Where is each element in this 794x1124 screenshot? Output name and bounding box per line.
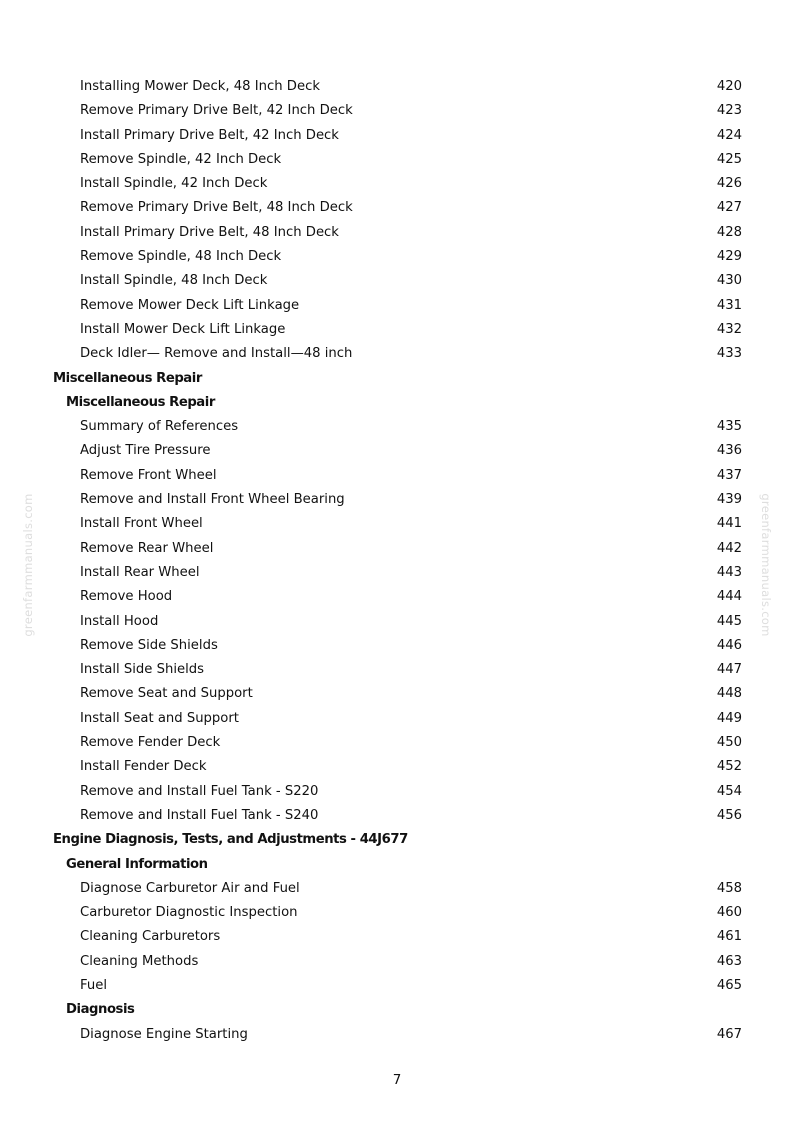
toc-entry[interactable] — [0, 755, 794, 779]
page-number: 7 — [392, 1072, 402, 1088]
toc-entry-page-number: 430 — [716, 273, 742, 289]
toc-entry[interactable] — [0, 415, 794, 439]
toc-entry[interactable] — [0, 342, 794, 366]
toc-entry-title: Carburetor Diagnostic Inspection — [80, 905, 298, 921]
toc-entry[interactable] — [0, 196, 794, 220]
toc-entry[interactable] — [0, 707, 794, 731]
toc-entry-title: Install Primary Drive Belt, 48 Inch Deck — [80, 224, 339, 240]
toc-section-heading[interactable] — [0, 367, 794, 391]
toc-entry-title: Remove Seat and Support — [80, 686, 253, 702]
toc-entry-title: Remove Mower Deck Lift Linkage — [80, 297, 300, 313]
toc-entry-title: Summary of References — [80, 419, 239, 435]
toc-entry-title: Remove Primary Drive Belt, 42 Inch Deck — [80, 103, 353, 119]
toc-entry-page-number: 447 — [716, 662, 742, 678]
toc-entry-title: Install Rear Wheel — [80, 564, 200, 580]
toc-entry-title: General Information — [66, 856, 208, 872]
toc-entry-title: Cleaning Carburetors — [80, 929, 221, 945]
toc-entry-title: Installing Mower Deck, 48 Inch Deck — [80, 79, 320, 94]
toc-entry[interactable] — [0, 124, 794, 148]
toc-entry[interactable] — [0, 634, 794, 658]
toc-entry-page-number: 463 — [716, 953, 742, 969]
toc-entry[interactable] — [0, 974, 794, 998]
toc-entry-page-number: 439 — [716, 492, 742, 508]
toc-entry-page-number: 467 — [716, 1026, 742, 1042]
toc-entry[interactable] — [0, 901, 794, 925]
toc-entry[interactable] — [0, 221, 794, 245]
toc-entry-page-number: 424 — [716, 127, 742, 143]
toc-entry-title: Fuel — [80, 977, 107, 993]
toc-entry[interactable] — [0, 294, 794, 318]
toc-entry-page-number: 458 — [716, 880, 742, 896]
toc-entry-page-number: 456 — [716, 807, 742, 823]
toc-entry[interactable] — [0, 75, 794, 99]
toc-entry[interactable] — [0, 537, 794, 561]
toc-entry-page-number: 441 — [716, 516, 742, 532]
toc-entry-page-number: 460 — [716, 905, 742, 921]
toc-entry-title: Engine Diagnosis, Tests, and Adjustments - 44J677 — [53, 832, 408, 848]
toc-entry-page-number: 450 — [716, 735, 742, 751]
toc-entry-page-number: 435 — [716, 419, 742, 435]
toc-entry-title: Adjust Tire Pressure — [80, 443, 211, 459]
toc-entry-title: Install Seat and Support — [80, 710, 239, 726]
toc-entry[interactable] — [0, 658, 794, 682]
toc-entry-page-number: 465 — [716, 977, 742, 993]
toc-entry-page-number: 452 — [716, 759, 742, 775]
toc-entry-page-number: 425 — [716, 151, 742, 167]
toc-entry-title: Install Primary Drive Belt, 42 Inch Deck — [80, 127, 339, 143]
toc-entry-page-number: 443 — [716, 564, 742, 580]
toc-entry-page-number: 428 — [716, 224, 742, 240]
toc-entry-page-number: 444 — [716, 589, 742, 605]
toc-section-heading[interactable] — [0, 998, 794, 1022]
toc-entry[interactable] — [0, 148, 794, 172]
toc-entry-title: Install Spindle, 42 Inch Deck — [80, 176, 268, 192]
toc-entry-title: Miscellaneous Repair — [66, 394, 215, 410]
toc-section-heading[interactable] — [0, 853, 794, 877]
toc-entry-title: Install Mower Deck Lift Linkage — [80, 321, 286, 337]
toc-entry-title: Install Fender Deck — [80, 759, 207, 775]
toc-entry-page-number: 427 — [716, 200, 742, 216]
toc-entry-title: Remove Front Wheel — [80, 467, 217, 483]
toc-entry-page-number: 436 — [716, 443, 742, 459]
toc-entry-page-number: 426 — [716, 176, 742, 192]
toc-entry[interactable] — [0, 245, 794, 269]
toc-entry-title: Diagnosis — [66, 1002, 135, 1018]
toc-entry[interactable] — [0, 682, 794, 706]
toc-entry[interactable] — [0, 99, 794, 123]
toc-section-heading[interactable] — [0, 828, 794, 852]
toc-entry-page-number: 442 — [716, 540, 742, 556]
toc-entry[interactable] — [0, 561, 794, 585]
toc-entry-title: Remove Spindle, 42 Inch Deck — [80, 151, 282, 167]
toc-entry-page-number: 461 — [716, 929, 742, 945]
toc-entry-page-number: 446 — [716, 637, 742, 653]
toc-entry-page-number: 431 — [716, 297, 742, 313]
toc-entry-title: Diagnose Engine Starting — [80, 1026, 248, 1042]
toc-entry-title: Remove Rear Wheel — [80, 540, 214, 556]
toc-entry-title: Remove Spindle, 48 Inch Deck — [80, 249, 282, 265]
toc-entry-page-number: 448 — [716, 686, 742, 702]
toc-entry[interactable] — [0, 877, 794, 901]
toc-entry-title: Install Spindle, 48 Inch Deck — [80, 273, 268, 289]
watermark-left: greenfarmmanuals.com — [21, 493, 35, 637]
toc-entry[interactable] — [0, 804, 794, 828]
toc-entry[interactable] — [0, 585, 794, 609]
toc-entry-page-number: 449 — [716, 710, 742, 726]
toc-entry[interactable] — [0, 950, 794, 974]
toc-entry-page-number: 432 — [716, 321, 742, 337]
toc-entry-title: Deck Idler— Remove and Install—48 inch — [80, 346, 353, 362]
toc-entry[interactable] — [0, 925, 794, 949]
toc-entry[interactable] — [0, 269, 794, 293]
toc-entry-title: Remove and Install Fuel Tank - S240 — [80, 807, 319, 823]
toc-entry[interactable] — [0, 488, 794, 512]
toc-entry-page-number: 437 — [716, 467, 742, 483]
toc-entry[interactable] — [0, 512, 794, 536]
toc-section-heading[interactable] — [0, 391, 794, 415]
toc-entry[interactable] — [0, 464, 794, 488]
toc-entry-title: Remove Primary Drive Belt, 48 Inch Deck — [80, 200, 353, 216]
toc-entry-page-number: 445 — [716, 613, 742, 629]
toc-entry-title: Remove and Install Front Wheel Bearing — [80, 492, 345, 508]
toc-entry-title: Cleaning Methods — [80, 953, 199, 969]
toc-entry[interactable] — [0, 439, 794, 463]
toc-entry-page-number: 429 — [716, 249, 742, 265]
toc-entry-title: Install Hood — [80, 613, 159, 629]
toc-entry[interactable] — [0, 780, 794, 804]
toc-entry-page-number: 423 — [716, 103, 742, 119]
toc-entry-title: Remove Side Shields — [80, 637, 218, 653]
watermark-right: greenfarmmanuals.com — [759, 493, 773, 637]
toc-entry[interactable] — [0, 318, 794, 342]
toc-entry[interactable] — [0, 172, 794, 196]
toc-entry-page-number: 433 — [716, 346, 742, 362]
toc-entry-page-number: 420 — [716, 79, 742, 94]
table-of-contents — [0, 75, 794, 1047]
toc-entry[interactable] — [0, 610, 794, 634]
toc-entry-title: Diagnose Carburetor Air and Fuel — [80, 880, 300, 896]
toc-entry-title: Install Front Wheel — [80, 516, 203, 532]
toc-entry-title: Remove Fender Deck — [80, 735, 221, 751]
toc-entry-title: Remove Hood — [80, 589, 173, 605]
toc-entry[interactable] — [0, 1023, 794, 1047]
toc-entry-page-number: 454 — [716, 783, 742, 799]
toc-entry-title: Install Side Shields — [80, 662, 205, 678]
toc-entry-title: Miscellaneous Repair — [53, 370, 202, 386]
toc-entry[interactable] — [0, 731, 794, 755]
toc-entry-title: Remove and Install Fuel Tank - S220 — [80, 783, 319, 799]
